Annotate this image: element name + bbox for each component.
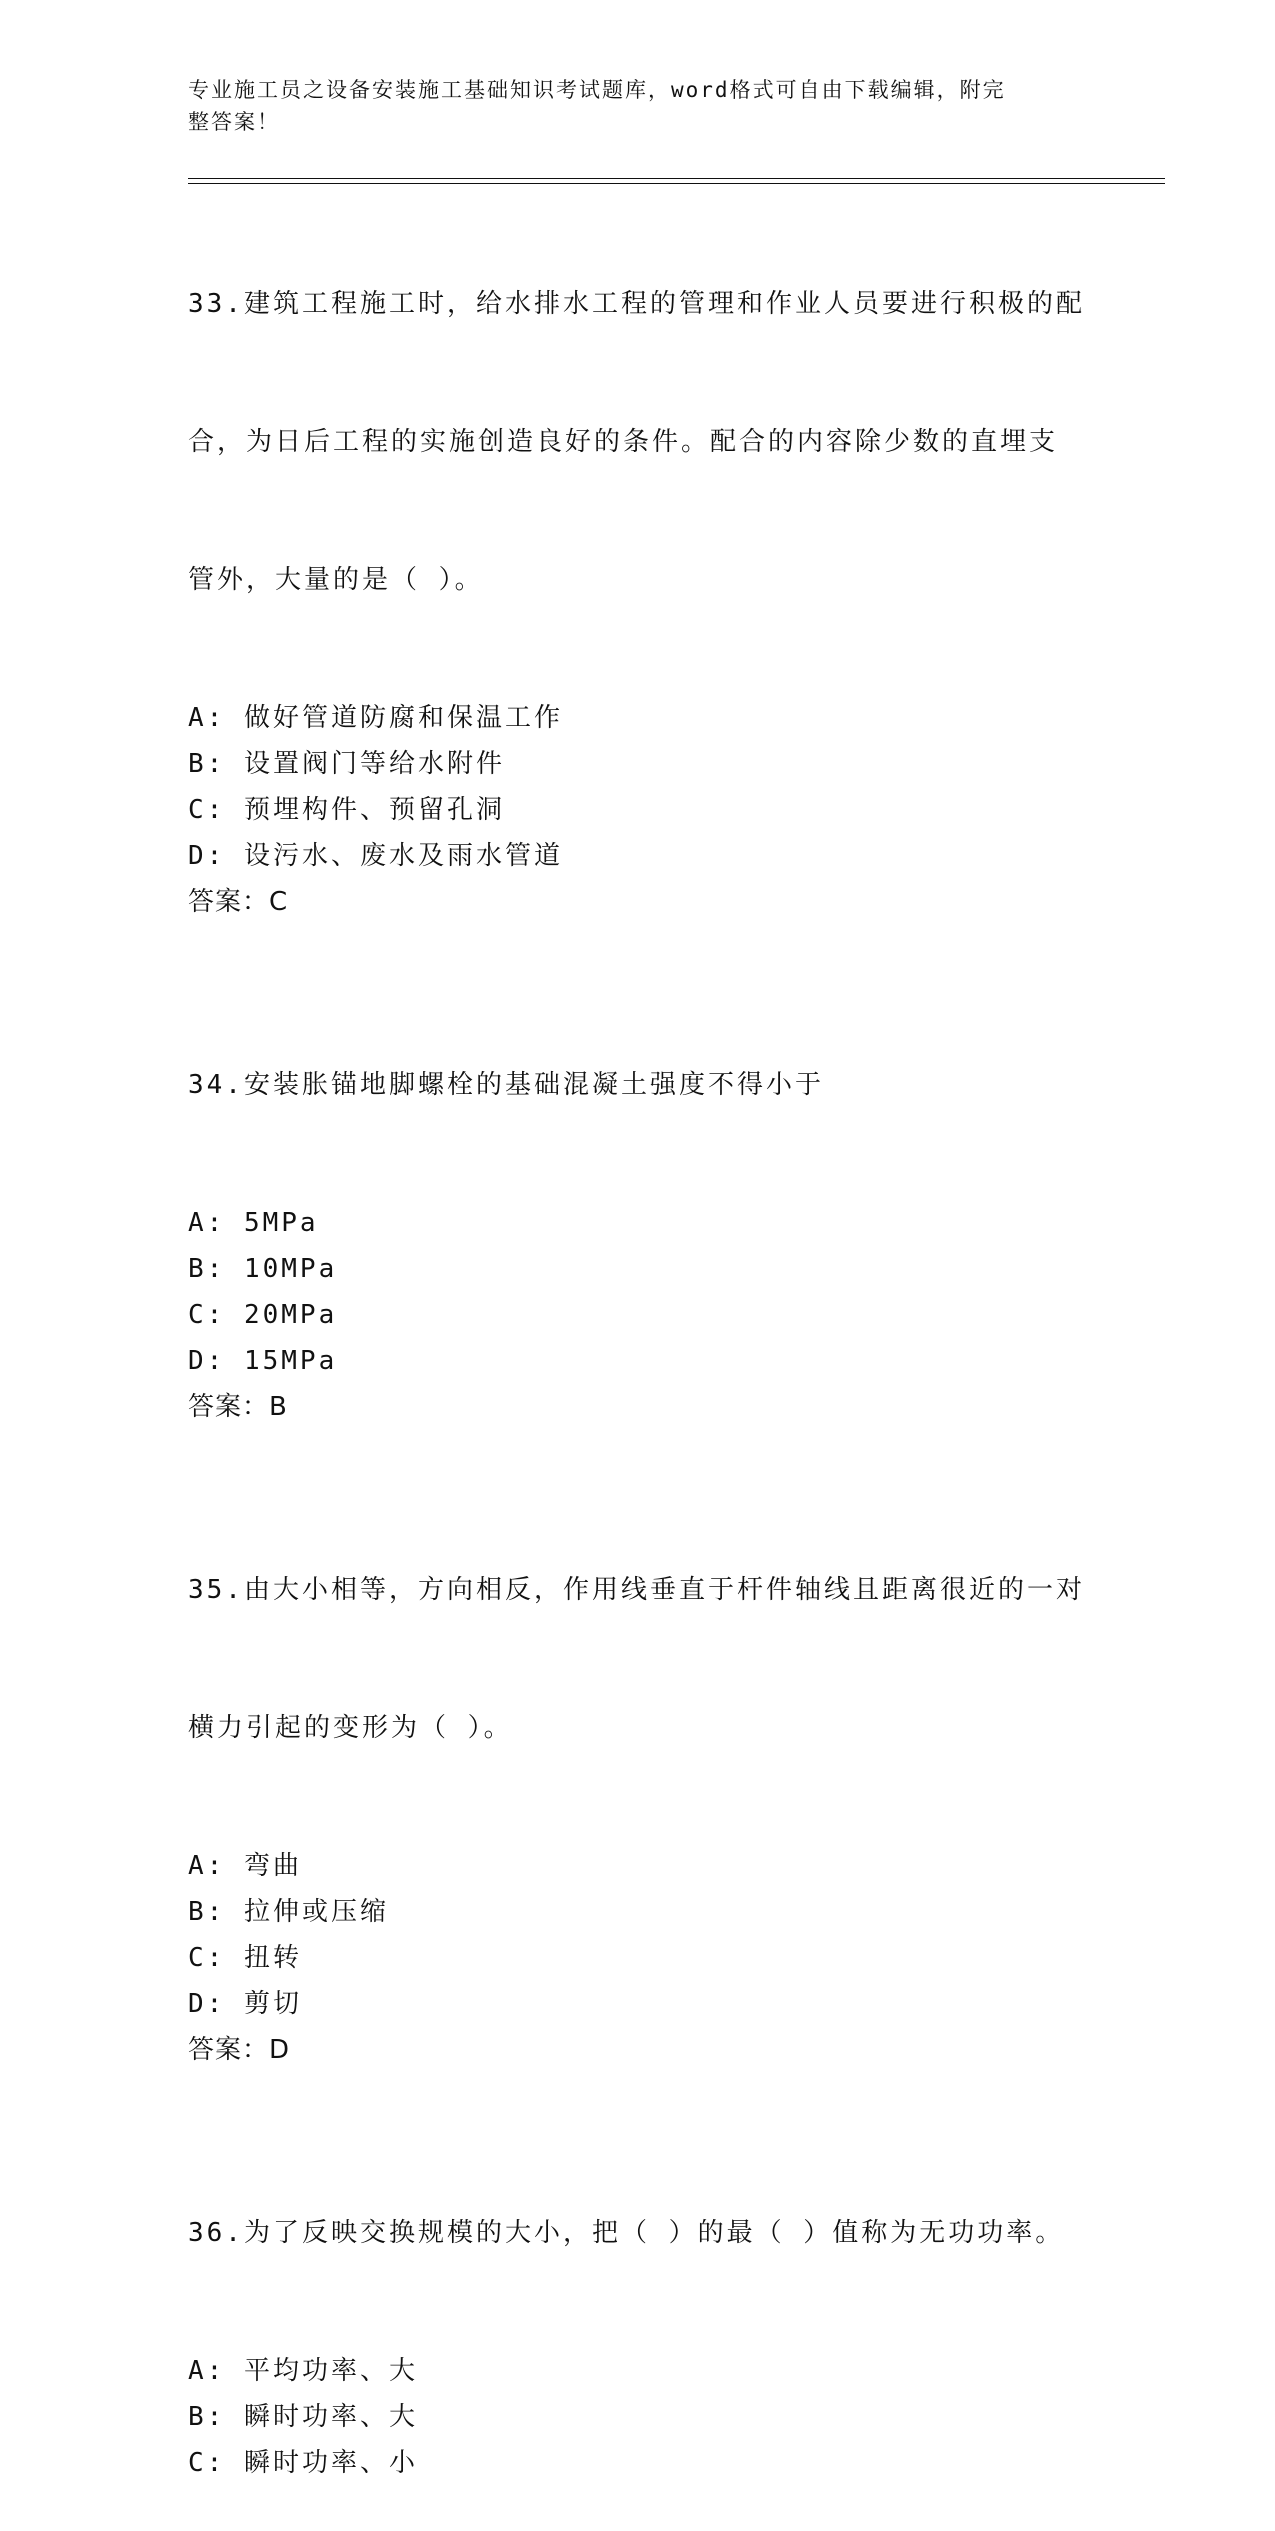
document-header — [188, 74, 1088, 138]
answer-text: 答案：B — [188, 1392, 288, 1422]
stem-line: 横力引起的变形为（ ）。 — [188, 1713, 513, 1743]
stem-line: 管外，大量的是（ ）。 — [188, 565, 484, 595]
option-b: B: 拉伸或压缩 — [188, 1897, 389, 1927]
question-35 — [188, 1475, 1088, 2073]
question-34 — [188, 970, 1088, 1430]
option-b: B: 瞬时功率、大 — [188, 2402, 418, 2432]
option-d: D: 剪切 — [188, 1989, 302, 2019]
question-stem — [188, 2118, 1088, 2348]
answer-text: 答案：C — [188, 887, 289, 917]
option-a: A: 平均功率、大 — [188, 2356, 418, 2386]
question-stem — [188, 970, 1088, 1200]
stem-line: 36.为了反映交换规模的大小，把（ ）的最（ ）值称为无功功率。 — [188, 2218, 1065, 2248]
stem-line: 合，为日后工程的实施创造良好的条件。配合的内容除少数的直埋支 — [188, 427, 1059, 457]
stem-line: 35.由大小相等，方向相反，作用线垂直于杆件轴线且距离很近的一对 — [188, 1575, 1085, 1605]
option-c: C: 扭转 — [188, 1943, 302, 1973]
option-c: C: 瞬时功率、小 — [188, 2448, 418, 2478]
option-b: B: 10MPa — [188, 1254, 338, 1284]
option-a: A: 5MPa — [188, 1208, 319, 1238]
stem-line: 33.建筑工程施工时，给水排水工程的管理和作业人员要进行积极的配 — [188, 289, 1085, 319]
option-c: C: 预埋构件、预留孔洞 — [188, 795, 505, 825]
question-33 — [188, 189, 1088, 925]
option-a: A: 做好管道防腐和保温工作 — [188, 703, 563, 733]
stem-line: 34.安装胀锚地脚螺栓的基础混凝土强度不得小于 — [188, 1070, 824, 1100]
question-stem — [188, 189, 1088, 695]
header-rule-top — [188, 178, 1165, 179]
question-list — [188, 189, 1088, 2531]
header-line-1: 专业施工员之设备安装施工基础知识考试题库，word格式可自由下载编辑，附完 — [188, 78, 1006, 102]
option-a: A: 弯曲 — [188, 1851, 302, 1881]
header-line-2: 整答案！ — [188, 110, 280, 134]
option-c: C: 20MPa — [188, 1300, 338, 1330]
question-36 — [188, 2118, 1088, 2486]
answer-text: 答案：D — [188, 2035, 291, 2065]
option-d: D: 15MPa — [188, 1346, 338, 1376]
option-d: D: 设污水、废水及雨水管道 — [188, 841, 563, 871]
header-rule-bottom — [188, 183, 1165, 184]
question-stem — [188, 1475, 1088, 1843]
option-b: B: 设置阀门等给水附件 — [188, 749, 505, 779]
